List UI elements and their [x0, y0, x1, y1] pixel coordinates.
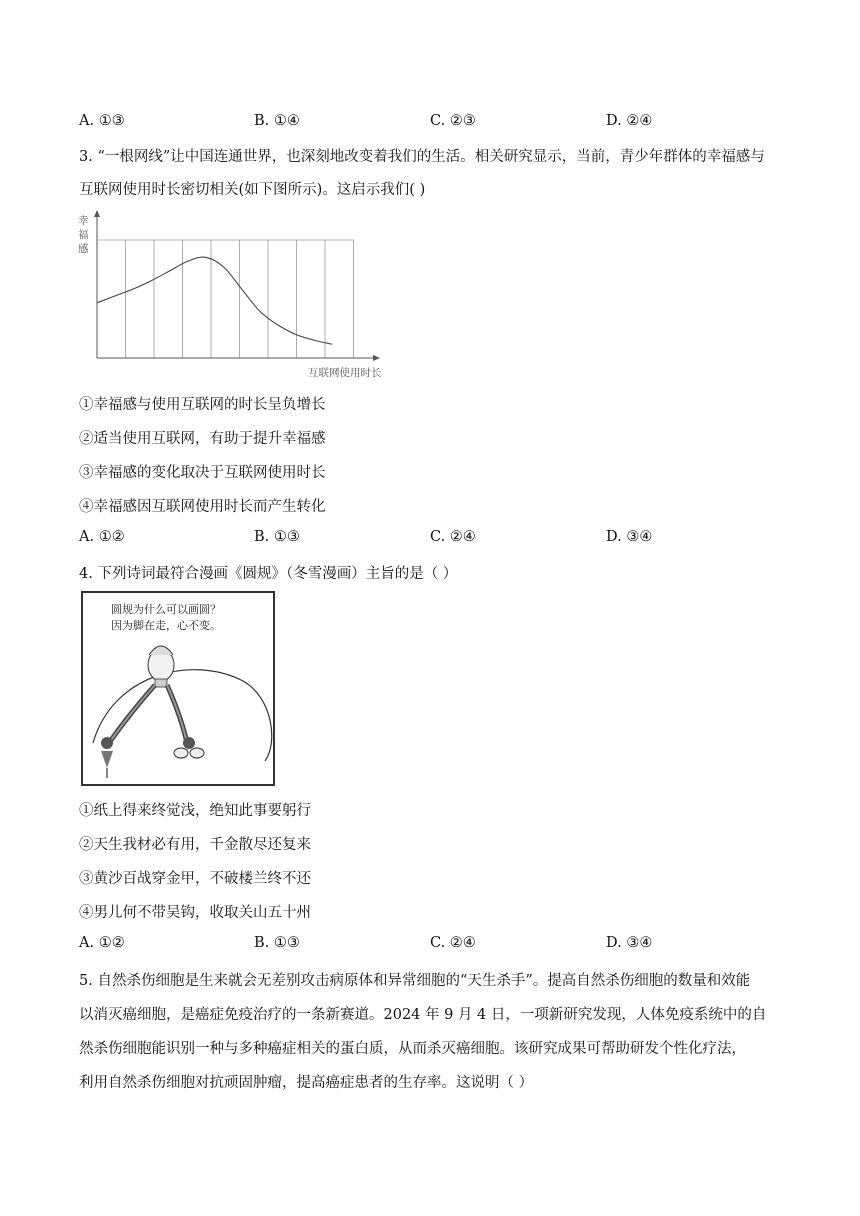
- q5-line4: 利用自然杀伤细胞对抗顽固肿瘤，提高癌症患者的生存率。这说明（ ）: [79, 1075, 534, 1091]
- right-small-figure-foot-left: [174, 748, 188, 758]
- comic-caption-line2: 因为脚在走，心不变。: [111, 619, 221, 632]
- q3-statement-1: ①幸福感与使用互联网的时长呈负增长: [79, 397, 326, 413]
- q2-option-d[interactable]: D. ②④: [606, 113, 653, 129]
- q3-option-a[interactable]: A. ①②: [79, 529, 125, 545]
- comic-caption-line1: 圆规为什么可以画圆？: [111, 603, 221, 616]
- circle-arc: [93, 670, 272, 761]
- happiness-chart: [74, 210, 404, 382]
- q4-statement-3: ③黄沙百战穿金甲，不破楼兰终不还: [79, 871, 311, 887]
- q3-option-c[interactable]: C. ②④: [430, 529, 476, 545]
- q3-option-d[interactable]: D. ③④: [606, 529, 653, 545]
- y-axis-label-char-2: 福: [78, 229, 89, 241]
- y-axis-arrow: [94, 210, 100, 217]
- figure-neck: [155, 679, 167, 687]
- q5-line3: 然杀伤细胞能识别一种与多种癌症相关的蛋白质，从而杀灭癌细胞。该研究成果可帮助研发个性化疗法，: [79, 1041, 746, 1057]
- compass-comic: [81, 591, 275, 786]
- q3-statement-2: ②适当使用互联网，有助于提升幸福感: [79, 431, 326, 447]
- q3-options: [79, 529, 799, 551]
- q3-text-line1: 3. “一根网线”让中国连通世界，也深刻地改变着我们的生活。相关研究显示，当前，青少年群体的幸福感与: [79, 149, 765, 165]
- q4-statement-1: ①纸上得来终觉浅，绝知此事要躬行: [79, 803, 311, 819]
- q4-options: [79, 935, 799, 957]
- right-small-figure-head: [183, 737, 195, 749]
- q3-statement-4: ④幸福感因互联网使用时长而产生转化: [79, 499, 326, 515]
- happiness-chart-svg: [74, 210, 404, 382]
- q4-option-b[interactable]: B. ①③: [254, 935, 300, 951]
- q4-statement-4: ④男儿何不带吴钩，收取关山五十州: [79, 905, 311, 921]
- q2-options: [79, 113, 799, 135]
- q4-text: 4. 下列诗词最符合漫画《圆规》（冬雪漫画）主旨的是（ ）: [79, 566, 458, 582]
- q4-option-c[interactable]: C. ②④: [430, 935, 476, 951]
- q4-statement-2: ②天生我材必有用，千金散尽还复来: [79, 837, 311, 853]
- q5-line1: 5. 自然杀伤细胞是生来就会无差别攻击病原体和异常细胞的“天生杀手”。提高自然杀伤细胞的数量和效能: [79, 973, 751, 989]
- q2-option-b[interactable]: B. ①④: [254, 113, 300, 129]
- y-axis-label-char-1: 幸: [78, 215, 89, 227]
- q3-statement-3: ③幸福感的变化取决于互联网使用时长: [79, 465, 326, 481]
- q4-option-a[interactable]: A. ①②: [79, 935, 125, 951]
- q3-text-line2: 互联网使用时长密切相关(如下图所示)。这启示我们( ): [79, 182, 426, 198]
- q3-option-b[interactable]: B. ①③: [254, 529, 300, 545]
- compass-comic-illustration: [83, 593, 273, 784]
- left-small-figure-head: [101, 737, 113, 749]
- left-small-figure-body: [101, 751, 113, 768]
- q2-option-c[interactable]: C. ②③: [430, 113, 476, 129]
- q2-option-a[interactable]: A. ①③: [79, 113, 125, 129]
- q4-option-d[interactable]: D. ③④: [606, 935, 653, 951]
- right-small-figure-foot-right: [190, 748, 204, 758]
- y-axis-label-char-3: 感: [78, 243, 89, 255]
- q5-line2: 以消灭癌细胞，是癌症免疫治疗的一条新赛道。2024 年 9 月 4 日，一项新研究发现，人体免疫系统中的自: [79, 1007, 767, 1023]
- figure-hair: [149, 646, 173, 655]
- x-axis-arrow: [373, 355, 380, 361]
- x-axis-label: 互联网使用时长: [308, 367, 382, 379]
